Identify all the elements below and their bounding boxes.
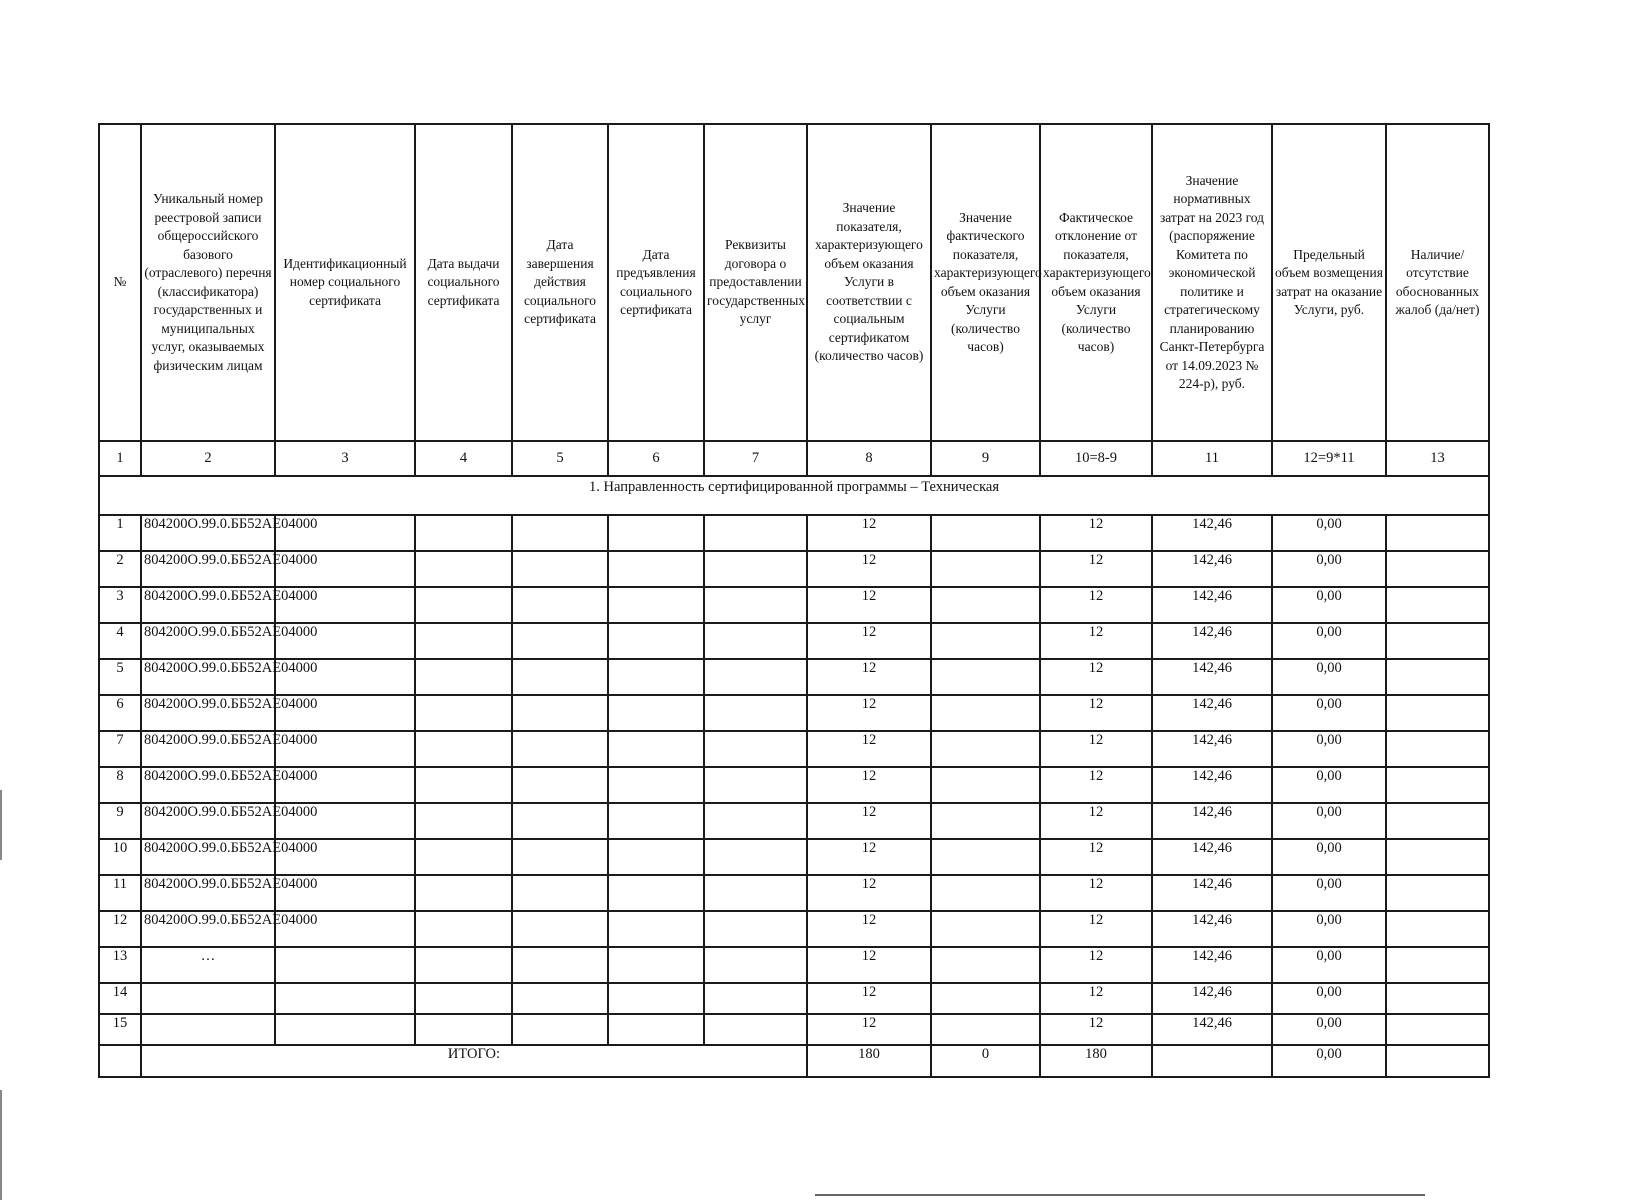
- header-cell-3: Идентификационный номер социального сертификата: [275, 124, 415, 441]
- presentation-date: [608, 839, 704, 875]
- header-cell-5: Дата завершения действия социального сертификата: [512, 124, 608, 441]
- table-row: [99, 803, 1489, 839]
- column-number: 9: [931, 441, 1040, 476]
- actual-hours: [931, 731, 1040, 767]
- complaints: [1386, 515, 1489, 551]
- header-cell-12: Предельный объем возмещения затрат на оказание Услуги, руб.: [1272, 124, 1386, 441]
- contract-details: [704, 587, 807, 623]
- reimbursement-limit: 0,00: [1272, 875, 1386, 911]
- hours-deviation: 12: [1040, 767, 1152, 803]
- issue-date: [415, 623, 512, 659]
- left-scan-mark: [0, 790, 2, 860]
- registry-code: 804200О.99.0.ББ52АЕ04000: [141, 551, 275, 587]
- planned-hours: 12: [807, 731, 931, 767]
- end-date: [512, 515, 608, 551]
- row-number: 13: [99, 947, 141, 983]
- actual-hours: [931, 947, 1040, 983]
- reimbursement-limit: 0,00: [1272, 803, 1386, 839]
- actual-hours: [931, 803, 1040, 839]
- registry-code: 804200О.99.0.ББ52АЕ04000: [141, 767, 275, 803]
- presentation-date: [608, 623, 704, 659]
- actual-hours: [931, 659, 1040, 695]
- table-row: [99, 623, 1489, 659]
- end-date: [512, 911, 608, 947]
- complaints: [1386, 587, 1489, 623]
- hours-deviation: 12: [1040, 623, 1152, 659]
- reimbursement-limit: 0,00: [1272, 911, 1386, 947]
- reimbursement-limit: 0,00: [1272, 767, 1386, 803]
- header-cell-1: №: [99, 124, 141, 441]
- table-row: [99, 731, 1489, 767]
- reimbursement-limit: 0,00: [1272, 731, 1386, 767]
- issue-date: [415, 911, 512, 947]
- hours-deviation: 12: [1040, 911, 1152, 947]
- reimbursement-limit: 0,00: [1272, 1014, 1386, 1045]
- actual-hours: [931, 839, 1040, 875]
- issue-date: [415, 695, 512, 731]
- actual-hours: [931, 551, 1040, 587]
- table-row: [99, 911, 1489, 947]
- issue-date: [415, 1014, 512, 1045]
- table-row: [99, 839, 1489, 875]
- normative-cost: 142,46: [1152, 767, 1272, 803]
- planned-hours: 12: [807, 587, 931, 623]
- reimbursement-limit: 0,00: [1272, 839, 1386, 875]
- presentation-date: [608, 983, 704, 1014]
- issue-date: [415, 659, 512, 695]
- normative-cost: 142,46: [1152, 587, 1272, 623]
- normative-cost: 142,46: [1152, 911, 1272, 947]
- normative-cost: 142,46: [1152, 623, 1272, 659]
- column-number: 5: [512, 441, 608, 476]
- contract-details: [704, 911, 807, 947]
- hours-deviation: 12: [1040, 515, 1152, 551]
- actual-hours: [931, 623, 1040, 659]
- column-number: 11: [1152, 441, 1272, 476]
- column-number: 6: [608, 441, 704, 476]
- table-row: [99, 695, 1489, 731]
- planned-hours: 12: [807, 839, 931, 875]
- registry-code: [141, 1014, 275, 1045]
- hours-deviation: 12: [1040, 551, 1152, 587]
- normative-cost: 142,46: [1152, 659, 1272, 695]
- registry-code: 804200О.99.0.ББ52АЕ04000: [141, 695, 275, 731]
- actual-hours: [931, 767, 1040, 803]
- table-row: [99, 551, 1489, 587]
- end-date: [512, 731, 608, 767]
- column-number-row: [99, 441, 1489, 476]
- contract-details: [704, 839, 807, 875]
- hours-deviation: 12: [1040, 803, 1152, 839]
- column-number: 4: [415, 441, 512, 476]
- row-number: 5: [99, 659, 141, 695]
- registry-code: 804200О.99.0.ББ52АЕ04000: [141, 875, 275, 911]
- complaints: [1386, 623, 1489, 659]
- registry-code: 804200О.99.0.ББ52АЕ04000: [141, 839, 275, 875]
- end-date: [512, 659, 608, 695]
- complaints: [1386, 911, 1489, 947]
- hours-deviation: 12: [1040, 1014, 1152, 1045]
- total-col13: [1386, 1045, 1489, 1077]
- planned-hours: 12: [807, 983, 931, 1014]
- end-date: [512, 875, 608, 911]
- normative-cost: 142,46: [1152, 515, 1272, 551]
- contract-details: [704, 695, 807, 731]
- total-col8: 180: [807, 1045, 931, 1077]
- end-date: [512, 1014, 608, 1045]
- presentation-date: [608, 875, 704, 911]
- contract-details: [704, 659, 807, 695]
- hours-deviation: 12: [1040, 587, 1152, 623]
- row-number: 7: [99, 731, 141, 767]
- hours-deviation: 12: [1040, 839, 1152, 875]
- end-date: [512, 623, 608, 659]
- normative-cost: 142,46: [1152, 1014, 1272, 1045]
- hours-deviation: 12: [1040, 659, 1152, 695]
- end-date: [512, 767, 608, 803]
- row-number: 15: [99, 1014, 141, 1045]
- planned-hours: 12: [807, 1014, 931, 1045]
- report-table: [98, 123, 1490, 1078]
- table-row: [99, 767, 1489, 803]
- certificate-id: [275, 1014, 415, 1045]
- normative-cost: 142,46: [1152, 839, 1272, 875]
- registry-code: 804200О.99.0.ББ52АЕ04000: [141, 515, 275, 551]
- column-number: 2: [141, 441, 275, 476]
- contract-details: [704, 731, 807, 767]
- normative-cost: 142,46: [1152, 695, 1272, 731]
- row-number: 3: [99, 587, 141, 623]
- row-number: 12: [99, 911, 141, 947]
- issue-date: [415, 515, 512, 551]
- planned-hours: 12: [807, 515, 931, 551]
- header-row: [99, 124, 1489, 441]
- row-number: 9: [99, 803, 141, 839]
- end-date: [512, 551, 608, 587]
- planned-hours: 12: [807, 875, 931, 911]
- normative-cost: 142,46: [1152, 875, 1272, 911]
- row-number: 1: [99, 515, 141, 551]
- header-cell-10: Фактическое отклонение от показателя, характеризующего объем оказания Услуги (количество часов): [1040, 124, 1152, 441]
- complaints: [1386, 551, 1489, 587]
- contract-details: [704, 767, 807, 803]
- normative-cost: 142,46: [1152, 803, 1272, 839]
- table-row: [99, 983, 1489, 1014]
- certificate-id: [275, 947, 415, 983]
- end-date: [512, 695, 608, 731]
- reimbursement-limit: 0,00: [1272, 659, 1386, 695]
- total-col10: 180: [1040, 1045, 1152, 1077]
- complaints: [1386, 947, 1489, 983]
- issue-date: [415, 551, 512, 587]
- normative-cost: 142,46: [1152, 947, 1272, 983]
- presentation-date: [608, 911, 704, 947]
- complaints: [1386, 1014, 1489, 1045]
- registry-code: 804200О.99.0.ББ52АЕ04000: [141, 659, 275, 695]
- issue-date: [415, 947, 512, 983]
- normative-cost: 142,46: [1152, 551, 1272, 587]
- column-number: 12=9*11: [1272, 441, 1386, 476]
- normative-cost: 142,46: [1152, 983, 1272, 1014]
- reimbursement-limit: 0,00: [1272, 623, 1386, 659]
- end-date: [512, 983, 608, 1014]
- contract-details: [704, 1014, 807, 1045]
- presentation-date: [608, 515, 704, 551]
- row-number: 6: [99, 695, 141, 731]
- header-cell-4: Дата выдачи социального сертификата: [415, 124, 512, 441]
- contract-details: [704, 983, 807, 1014]
- contract-details: [704, 803, 807, 839]
- total-label: ИТОГО:: [141, 1045, 807, 1077]
- actual-hours: [931, 875, 1040, 911]
- planned-hours: 12: [807, 695, 931, 731]
- presentation-date: [608, 803, 704, 839]
- presentation-date: [608, 695, 704, 731]
- registry-code: 804200О.99.0.ББ52АЕ04000: [141, 731, 275, 767]
- actual-hours: [931, 911, 1040, 947]
- complaints: [1386, 983, 1489, 1014]
- registry-code: 804200О.99.0.ББ52АЕ04000: [141, 803, 275, 839]
- end-date: [512, 587, 608, 623]
- planned-hours: 12: [807, 947, 931, 983]
- contract-details: [704, 875, 807, 911]
- contract-details: [704, 515, 807, 551]
- reimbursement-limit: 0,00: [1272, 551, 1386, 587]
- total-col12: 0,00: [1272, 1045, 1386, 1077]
- actual-hours: [931, 1014, 1040, 1045]
- header-cell-9: Значение фактического показателя, характеризующего объем оказания Услуги (количество часов): [931, 124, 1040, 441]
- actual-hours: [931, 983, 1040, 1014]
- total-col9: 0: [931, 1045, 1040, 1077]
- reimbursement-limit: 0,00: [1272, 587, 1386, 623]
- planned-hours: 12: [807, 803, 931, 839]
- presentation-date: [608, 551, 704, 587]
- complaints: [1386, 839, 1489, 875]
- issue-date: [415, 731, 512, 767]
- complaints: [1386, 875, 1489, 911]
- table-row: [99, 587, 1489, 623]
- complaints: [1386, 803, 1489, 839]
- planned-hours: 12: [807, 551, 931, 587]
- normative-cost: 142,46: [1152, 731, 1272, 767]
- row-number: 8: [99, 767, 141, 803]
- issue-date: [415, 767, 512, 803]
- certificate-id: [275, 983, 415, 1014]
- column-number: 7: [704, 441, 807, 476]
- row-number: 4: [99, 623, 141, 659]
- reimbursement-limit: 0,00: [1272, 947, 1386, 983]
- registry-code: 804200О.99.0.ББ52АЕ04000: [141, 587, 275, 623]
- planned-hours: 12: [807, 911, 931, 947]
- table-row: [99, 1014, 1489, 1045]
- actual-hours: [931, 515, 1040, 551]
- header-cell-6: Дата предъявления социального сертификата: [608, 124, 704, 441]
- issue-date: [415, 587, 512, 623]
- complaints: [1386, 731, 1489, 767]
- presentation-date: [608, 767, 704, 803]
- presentation-date: [608, 947, 704, 983]
- row-number: 2: [99, 551, 141, 587]
- actual-hours: [931, 695, 1040, 731]
- hours-deviation: 12: [1040, 695, 1152, 731]
- row-number: 10: [99, 839, 141, 875]
- hours-deviation: 12: [1040, 875, 1152, 911]
- total-row: [99, 1045, 1489, 1077]
- presentation-date: [608, 587, 704, 623]
- registry-code: …: [141, 947, 275, 983]
- planned-hours: 12: [807, 623, 931, 659]
- section-row: [99, 476, 1489, 515]
- column-number: 10=8-9: [1040, 441, 1152, 476]
- header-cell-8: Значение показателя, характеризующего объем оказания Услуги в соответствии с социальным сертификатом (количество часов): [807, 124, 931, 441]
- header-cell-11: Значение нормативных затрат на 2023 год (распоряжение Комитета по экономической политике и стратегическому планированию Санкт-Петербурга от 14.09.2023 № 224-р), руб.: [1152, 124, 1272, 441]
- registry-code: [141, 983, 275, 1014]
- header-cell-2: Уникальный номер реестровой записи общероссийского базового (отраслевого) перечня (классификатора) государственных и муниципальных услуг, оказываемых физическим лицам: [141, 124, 275, 441]
- row-number: 11: [99, 875, 141, 911]
- table-row: [99, 875, 1489, 911]
- column-number: 13: [1386, 441, 1489, 476]
- end-date: [512, 947, 608, 983]
- presentation-date: [608, 731, 704, 767]
- presentation-date: [608, 1014, 704, 1045]
- row-number: 14: [99, 983, 141, 1014]
- header-cell-13: Наличие/отсутствие обоснованных жалоб (да/нет): [1386, 124, 1489, 441]
- end-date: [512, 803, 608, 839]
- actual-hours: [931, 587, 1040, 623]
- issue-date: [415, 839, 512, 875]
- total-empty-cell: [99, 1045, 141, 1077]
- complaints: [1386, 767, 1489, 803]
- header-cell-7: Реквизиты договора о предоставлении государственных услуг: [704, 124, 807, 441]
- end-date: [512, 839, 608, 875]
- presentation-date: [608, 659, 704, 695]
- hours-deviation: 12: [1040, 947, 1152, 983]
- reimbursement-limit: 0,00: [1272, 983, 1386, 1014]
- complaints: [1386, 695, 1489, 731]
- issue-date: [415, 875, 512, 911]
- reimbursement-limit: 0,00: [1272, 695, 1386, 731]
- column-number: 8: [807, 441, 931, 476]
- hours-deviation: 12: [1040, 983, 1152, 1014]
- bottom-scan-line: [815, 1194, 1425, 1196]
- column-number: 1: [99, 441, 141, 476]
- contract-details: [704, 947, 807, 983]
- registry-code: 804200О.99.0.ББ52АЕ04000: [141, 911, 275, 947]
- issue-date: [415, 983, 512, 1014]
- contract-details: [704, 623, 807, 659]
- issue-date: [415, 803, 512, 839]
- planned-hours: 12: [807, 767, 931, 803]
- table-body: [99, 441, 1489, 1077]
- table-row: [99, 659, 1489, 695]
- table-row: [99, 947, 1489, 983]
- planned-hours: 12: [807, 659, 931, 695]
- section-title: 1. Направленность сертифицированной программы – Техническая: [99, 476, 1489, 515]
- left-scan-mark: [0, 1090, 2, 1200]
- reimbursement-limit: 0,00: [1272, 515, 1386, 551]
- complaints: [1386, 659, 1489, 695]
- column-number: 3: [275, 441, 415, 476]
- total-col11: [1152, 1045, 1272, 1077]
- registry-code: 804200О.99.0.ББ52АЕ04000: [141, 623, 275, 659]
- hours-deviation: 12: [1040, 731, 1152, 767]
- contract-details: [704, 551, 807, 587]
- table-row: [99, 515, 1489, 551]
